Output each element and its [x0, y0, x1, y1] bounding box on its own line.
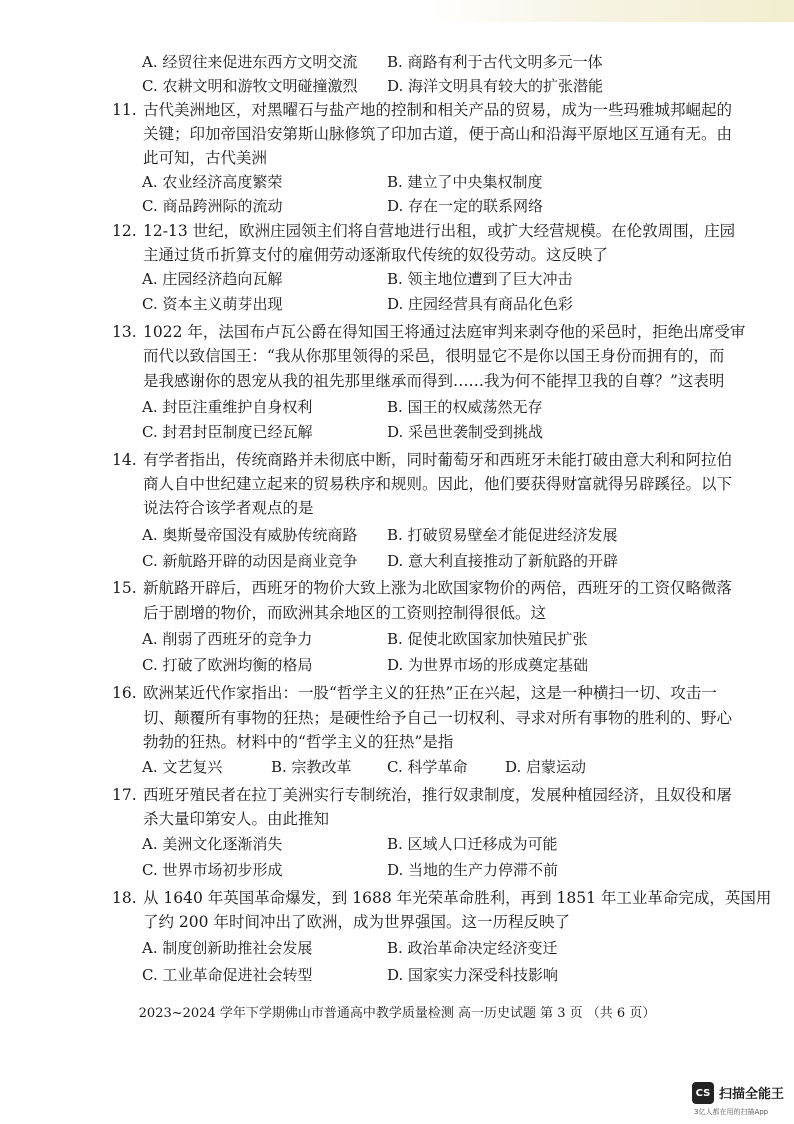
q15-option-c: C. 打破了欧洲均衡的格局	[142, 656, 313, 674]
page-footer: 2023~2024 学年下学期佛山市普通高中教学质量检测 高一历史试题 第 3 页 （共 6 页）	[138, 1006, 656, 1021]
q12-stem-line-1: 12-13 世纪，欧洲庄园领主们将自营地进行出租，或扩大经营规模。在伦敦周围，庄园	[143, 222, 736, 240]
q10-option-b: B. 商路有利于古代文明多元一体	[387, 53, 603, 71]
q11-option-d: D. 存在一定的联系网络	[387, 197, 544, 215]
q16-option-a: A. 文艺复兴	[142, 758, 223, 776]
q12-option-c: C. 资本主义萌芽出现	[142, 295, 283, 313]
q13-stem-line-1: 1022 年，法国布卢瓦公爵在得知国王将通过法庭审判来剥夺他的采邑时，拒绝出席受审	[143, 323, 746, 341]
q11-option-c: C. 商品跨洲际的流动	[142, 197, 283, 215]
q14-stem-line-3: 说法符合该学者观点的是	[143, 499, 314, 517]
q13-number: 13.	[112, 323, 137, 341]
q13-option-a: A. 封臣注重维护自身权利	[142, 398, 313, 416]
q14-stem-line-1: 有学者指出，传统商路并未彻底中断，同时葡萄牙和西班牙未能打破由意大利和阿拉伯	[143, 451, 733, 469]
q14-stem-line-2: 商人自中世纪建立起来的贸易秩序和规则。因此，他们要获得财富就得另辟蹊径。以下	[143, 475, 733, 493]
q16-option-c: C. 科学革命	[387, 758, 468, 776]
watermark-subtitle: 3亿人都在用的扫描App	[694, 1108, 769, 1116]
q18-option-b: B. 政治革命决定经济变迁	[387, 939, 558, 957]
watermark-title: 扫描全能王	[719, 1087, 785, 1102]
q16-option-d: D. 启蒙运动	[505, 758, 587, 776]
q16-stem-line-3: 勃勃的狂热。材料中的“哲学主义的狂热”是指	[143, 733, 454, 751]
q17-option-d: D. 当地的生产力停滞不前	[387, 861, 559, 879]
q15-stem-line-1: 新航路开辟后，西班牙的物价大致上涨为北欧国家物价的两倍，西班牙的工资仅略微落	[143, 579, 733, 597]
q11-number: 11.	[112, 101, 137, 119]
q10-option-c: C. 农耕文明和游牧文明碰撞激烈	[142, 77, 358, 95]
q13-option-b: B. 国王的权威荡然无存	[387, 398, 543, 416]
q18-option-c: C. 工业革命促进社会转型	[142, 966, 313, 984]
q15-number: 15.	[112, 579, 137, 597]
scanner-watermark	[692, 1080, 792, 1120]
q11-option-a: A. 农业经济高度繁荣	[142, 173, 283, 191]
q17-option-b: B. 区域人口迁移成为可能	[387, 835, 558, 853]
q12-stem-line-2: 主通过货币折算支付的雇佣劳动逐渐取代传统的奴役劳动。这反映了	[143, 246, 609, 264]
q15-option-d: D. 为世界市场的形成奠定基础	[387, 656, 589, 674]
q14-option-b: B. 打破贸易壁垒才能促进经济发展	[387, 526, 618, 544]
q10-option-a: A. 经贸往来促进东西方文明交流	[142, 53, 358, 71]
q13-stem-line-3: 是我感谢你的恩宠从我的祖先那里继承而得到……我为何不能捍卫我的自尊？”这表明	[143, 372, 725, 390]
q15-option-b: B. 促使北欧国家加快殖民扩张	[387, 630, 588, 648]
q14-number: 14.	[112, 451, 137, 469]
q11-option-b: B. 建立了中央集权制度	[387, 173, 543, 191]
q17-option-c: C. 世界市场初步形成	[142, 861, 283, 879]
q15-option-a: A. 削弱了西班牙的竞争力	[142, 630, 313, 648]
q15-stem-line-2: 后于剧增的物价，而欧洲其余地区的工资则控制得很低。这	[143, 604, 547, 622]
q14-option-d: D. 意大利直接推动了新航路的开辟	[387, 552, 619, 570]
q14-option-a: A. 奥斯曼帝国没有威胁传统商路	[142, 526, 358, 544]
camscanner-logo-icon: CS	[692, 1082, 714, 1104]
q12-option-d: D. 庄园经营具有商品化色彩	[387, 295, 574, 313]
q16-number: 16.	[112, 684, 137, 702]
q13-stem-line-2: 而代以致信国王：“我从你那里领得的采邑，很明显它不是你以国王身份而拥有的，而	[143, 347, 725, 365]
q11-stem-line-1: 古代美洲地区，对黑曜石与盐产地的控制和相关产品的贸易，成为一些玛雅城邦崛起的	[143, 101, 733, 119]
q11-stem-line-3: 此可知，古代美洲	[143, 149, 268, 167]
q14-option-c: C. 新航路开辟的动因是商业竞争	[142, 552, 358, 570]
q17-number: 17.	[112, 786, 137, 804]
q11-stem-line-2: 关键；印加帝国沿安第斯山脉修筑了印加古道，便于高山和沿海平原地区互通有无。由	[143, 125, 733, 143]
q12-option-a: A. 庄园经济趋向瓦解	[142, 270, 283, 288]
q13-option-d: D. 采邑世袭制受到挑战	[387, 423, 544, 441]
q16-stem-line-1: 欧洲某近代作家指出：一股“哲学主义的狂热”正在兴起，这是一种横扫一切、攻击一	[143, 684, 717, 702]
q18-option-d: D. 国家实力深受科技影响	[387, 966, 559, 984]
q17-option-a: A. 美洲文化逐渐消失	[142, 835, 283, 853]
q12-option-b: B. 领主地位遭到了巨大冲击	[387, 270, 573, 288]
q17-stem-line-1: 西班牙殖民者在拉丁美洲实行专制统治，推行奴隶制度，发展种植园经济，且奴役和屠	[143, 786, 733, 804]
q12-number: 12.	[112, 222, 137, 240]
q18-stem-line-1: 从 1640 年英国革命爆发，到 1688 年光荣革命胜利，再到 1851 年工业革命完成，英国用	[143, 889, 772, 907]
q16-stem-line-2: 切、颠覆所有事物的狂热；是硬性给予自己一切权利、寻求对所有事物的胜利的、野心	[143, 709, 733, 727]
q13-option-c: C. 封君封臣制度已经瓦解	[142, 423, 313, 441]
q18-stem-line-2: 了约 200 年时间冲出了欧洲，成为世界强国。这一历程反映了	[143, 913, 570, 931]
q10-option-d: D. 海洋文明具有较大的扩张潜能	[387, 77, 604, 95]
q18-option-a: A. 制度创新助推社会发展	[142, 939, 313, 957]
q16-option-b: B. 宗教改革	[271, 758, 352, 776]
q17-stem-line-2: 杀大量印第安人。由此推知	[143, 810, 330, 828]
q18-number: 18.	[112, 889, 137, 907]
